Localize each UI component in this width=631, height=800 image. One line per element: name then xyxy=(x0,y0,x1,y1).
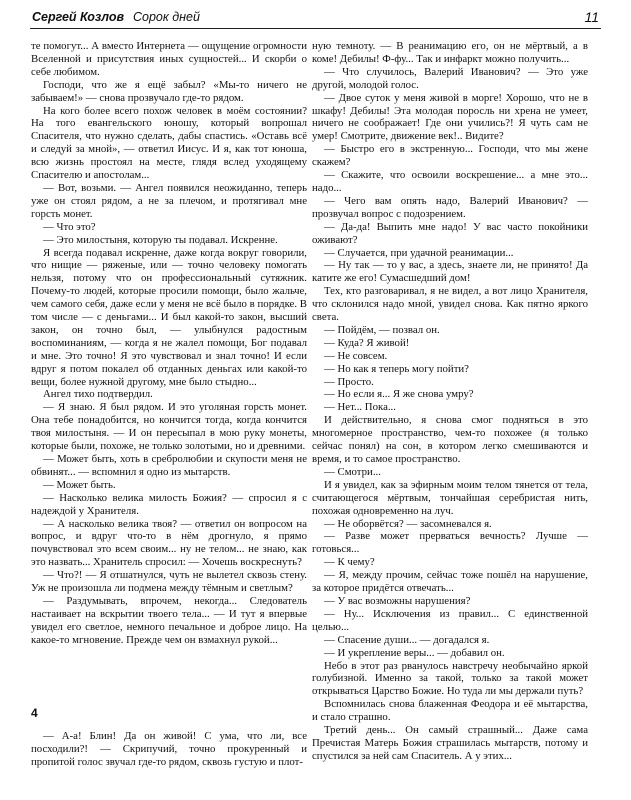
paragraph: На кого более всего похож человек в моём состоянии? На того евангельского юношу, который вопрошал Спасителя, что нужно сделать, дабы спастись. «Оставь всё и следуй за мной», — ответил Иисус. И я, как тот юноша, всю жизнь простоял на месте, глядя вслед уходящему Спасителю и апостолам... xyxy=(31,104,307,182)
header-author: Сергей Козлов xyxy=(32,10,125,24)
paragraph: — Не оборвётся? — засомневался я. xyxy=(324,517,492,530)
chapter-number: 4 xyxy=(31,706,38,720)
paragraph: — Скажите, что освоили воскрешение... а мне это... надо... xyxy=(312,169,588,194)
paragraph: — У вас возможны нарушения? xyxy=(324,594,471,607)
paragraph: — Это милостыня, которую ты подавал. Искренне. xyxy=(43,233,278,246)
paragraph: — Спасение души... — догадался я. xyxy=(324,633,490,646)
left-text-column xyxy=(31,40,307,647)
paragraph: — Разве может прерваться вечность? Лучше — готовься... xyxy=(312,530,588,556)
paragraph: Я всегда подавал искренне, даже когда вокруг говорили, что нищие — ряженые, или — точно человеку помогать нельзя, потому что он профессиональный сутяжник. Почему-то людей, которые просили помощи, было жальче, чем самого себя, даже если у меня не всё было в порядке. В том числе — с деньгами... И был какой-то закон, высший закон, он точно был, — улыбнулся радостным воспоминаниям, — когда я не жалел помощи, Бог подавал и мне. Это точно! Я это чувствовал и знал точно! И если вдруг я потом покалел об отданных деньгах или какой-то вещи, более нужной другому, мне было стыдно... xyxy=(31,246,307,388)
running-header xyxy=(30,8,601,29)
paragraph: — Насколько велика милость Божия? — спросил я с надеждой у Хранителя. xyxy=(31,491,307,517)
paragraph: — Что это? xyxy=(43,220,96,233)
paragraph: И действительно, я снова смог подняться в это многомерное пространство, чем-то похожее (я только сейчас понял) на сон, в котором легко смешиваются и время, и то самое пространство. xyxy=(312,414,588,465)
paragraph: — Смотри... xyxy=(324,465,381,478)
paragraph: — Я, между прочим, сейчас тоже пошёл на нарушение, за которое придётся отвечать... xyxy=(312,569,588,595)
paragraph: Господи, что же я ещё забыл? «Мы-то ничего не забываем!» — снова прозвучало где-то рядом. xyxy=(31,78,307,104)
paragraph: — Может быть. xyxy=(43,478,116,491)
paragraph: — Вот, возьми. — Ангел появился неожиданно, теперь уже он стоял рядом, а не за плечом, и протягивал мне горсть монет. xyxy=(31,181,307,220)
paragraph: — Может быть, хоть в сребролюбии и скупости меня не обвинят... — вспомнил я одно из мытарств. xyxy=(31,453,307,478)
paragraph: — Двое суток у меня живой в морге! Хорошо, что не в шкафу! Дебилы! Эта молодая поросль ни хрена не умеет, ничего не соображает! Где они учились?! Я чуть сам не умер! Смотрите, движение век!.. Видите? xyxy=(312,91,588,143)
paragraph: — И укрепление веры... — добавил он. xyxy=(324,646,505,659)
paragraph: Третий день... Он самый страшный... Даже сама Пречистая Матерь Божия страшилась мытарств, потому и спустился за ней сам Спаситель. А у этих... xyxy=(312,724,588,762)
paragraph: — Раздумывать, впрочем, некогда... Следователь настаивает на вскрытии твоего тела... — И тут я впервые увидел его светлое, немного печальное и доброе лицо. На какое-то мгновение. Прежде чем он взмахнул рукой... xyxy=(31,594,307,646)
header-page-number: 11 xyxy=(584,9,599,25)
paragraph: — Пойдём, — позвал он. xyxy=(324,323,440,336)
paragraph: — А-а! Блин! Да он живой! С ума, что ли, все посходили?! — Скрипучий, точно прокуренный и пропитой голос звучал где-то рядом, сквозь густую и плот- xyxy=(31,730,307,768)
paragraph: — Я знаю. Я был рядом. И это уголяная горсть монет. Она тебе понадобится, но кончится тогда, когда кончится твоя милостыня. — И он пересыпал в мою руку монеты, которые были, похоже, не только золотыми, но и древними. xyxy=(31,401,307,453)
paragraph: — Ну... Исключения из правил... С единственной целью... xyxy=(312,607,588,633)
paragraph: Небо в этот раз рванулось навстречу необычайно яркой голубизной. Именно за такой, только за такой может открываться Царство Божие. Но туда ли мы держали путь? xyxy=(312,659,588,698)
paragraph: — Что случилось, Валерий Иванович? — Это уже другой, молодой голос. xyxy=(312,65,588,91)
paragraph: И я увидел, как за эфирным моим телом тянется от тела, считающегося мёртвым, тончайшая серебристая нить, похожая одновременно на луч. xyxy=(312,478,588,517)
paragraph: те помогут... А вместо Интернета — ощущение огромности Вселенной и присутствия иных сущностей... И скорби о себе любимом. xyxy=(31,40,307,78)
paragraph: Вспомнилась снова блаженная Феодора и её мытарства, и стало страшно. xyxy=(312,698,588,724)
header-book-title: Сорок дней xyxy=(133,10,200,24)
paragraph: — Случается, при удачной реанимации... xyxy=(324,246,514,259)
paragraph: Тех, кто разговаривал, я не видел, а вот лицо Хранителя, что склонился надо мной, увидел снова. Как пятно яркого света. xyxy=(312,285,588,324)
paragraph: — Ну так — то у вас, а здесь, знаете ли, не принято! Да катите же его! Сумасшедший дом! xyxy=(312,259,588,285)
paragraph: — Куда? Я живой! xyxy=(324,336,410,349)
paragraph: ную темноту. — В реанимацию его, он не мёртвый, а в коме! Дебилы! Ф-фу... Так и инфаркт можно получить... xyxy=(312,40,588,65)
paragraph: — А насколько велика твоя? — ответил он вопросом на вопрос, и вдруг что-то в нём дрогнуло, я прямо почувствовал это всем своим... ну не телом... не знаю, как это назвать... Хранитель спросил: — Хочешь воскреснуть? xyxy=(31,517,307,569)
paragraph: — Но если я... Я же снова умру? xyxy=(324,388,474,401)
paragraph: Ангел тихо подтвердил. xyxy=(43,388,153,401)
paragraph: — Да-да! Выпить мне надо! У вас часто покойники оживают? xyxy=(312,220,588,246)
paragraph: — Но как я теперь могу пойти? xyxy=(324,362,469,375)
paragraph: — Чего вам опять надо, Валерий Иванович? — прозвучал вопрос с подозрением. xyxy=(312,194,588,220)
paragraph: — Просто. xyxy=(324,375,374,388)
paragraph: — Что?! — Я отшатнулся, чуть не вылетел сквозь стену. Уж не произошла ли подмена между тёмным и светлым? xyxy=(31,569,307,595)
right-text-column xyxy=(312,40,588,763)
paragraph: — Нет... Пока... xyxy=(324,401,396,414)
paragraph: — Не совсем. xyxy=(324,349,388,362)
paragraph: — К чему? xyxy=(324,556,375,569)
left-bottom-text-column xyxy=(31,730,307,769)
paragraph: — Быстро его в экстренную... Господи, что мы жене скажем? xyxy=(312,143,588,169)
